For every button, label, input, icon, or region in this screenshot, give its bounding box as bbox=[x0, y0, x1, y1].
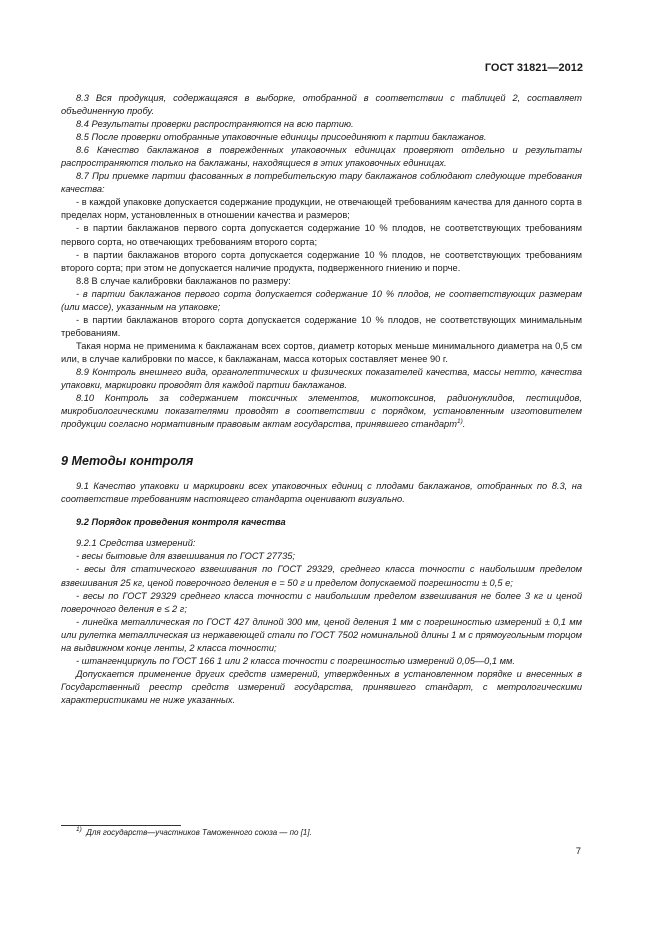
list-item: - в партии баклажанов первого сорта допускается содержание 10 % плодов, не соответствующих требованиям первого сорта, но отвечающих требованиям второго сорта; bbox=[61, 223, 582, 247]
list-item: - весы бытовые для взвешивания по ГОСТ 27735; bbox=[76, 551, 296, 562]
paragraph-9-1: 9.1 Качество упаковки и маркировки всех упаковочных единиц с плодами баклажанов, отобранных по 8.3, на соответствие требованиям настоящего стандарта оценивают визуально. bbox=[61, 481, 582, 505]
paragraph-9-2-1: 9.2.1 Средства измерений: bbox=[76, 538, 196, 549]
paragraph-8-8: 8.8 В случае калибровки баклажанов по размеру: bbox=[76, 275, 291, 286]
footnote bbox=[76, 828, 312, 837]
paragraph-8-10: 8.10 Контроль за содержанием токсичных элементов, микотоксинов, радионуклидов, пестицидов, микробиологическими показателями проводят в соответствии с порядком, установленным изготовителем продукции согласно нормативным правовым актам государства, принявшего стандарт$^{1)}$. bbox=[61, 393, 582, 430]
section-9-2-title: 9.2 Порядок проведения контроля качества bbox=[76, 517, 286, 528]
footnote-marker: 1) bbox=[76, 826, 82, 833]
paragraph-8-3: 8.3 Вся продукция, содержащаяся в выборке, отобранной в соответствии с таблицей 2, составляет объединенную пробу. bbox=[61, 93, 582, 117]
paragraph-8-7: 8.7 При приемке партии фасованных в потребительскую тару баклажанов соблюдают следующие требования качества: bbox=[61, 171, 582, 195]
list-item: - в партии баклажанов второго сорта допускается содержание 10 % плодов, не соответствующих минимальным требованиям. bbox=[61, 314, 582, 338]
paragraph-8-6: 8.6 Качество баклажанов в поврежденных упаковочных единицах проверяют отдельно и результаты распространяются только на баклажаны, находящиеся в этих упаковочных единицах. bbox=[61, 145, 582, 169]
section-9-title: 9 Методы контроля bbox=[61, 454, 194, 469]
page-number: 7 bbox=[575, 846, 581, 857]
list-item: - весы по ГОСТ 29329 среднего класса точности с наибольшим пределом взвешивания не более 3 кг и ценой поверочного деления е ≤ 2 г; bbox=[61, 590, 582, 614]
paragraph-8-9: 8.9 Контроль внешнего вида, органолептических и физических показателей качества, массы нетто, качества упаковки, маркировки проводят для каждой партии баклажанов. bbox=[61, 366, 582, 391]
list-item: - весы для статического взвешивания по ГОСТ 29329, среднего класса точности с наибольшим пределом взвешивания 25 кг, ценой поверочного деления е = 50 г и пределом допускаемой погрешности ± 0,5 е; bbox=[61, 564, 582, 588]
paragraph-allowed: Допускается применение других средств измерений, утвержденных в установленном порядке и внесенных в Государственный реестр средств измерений государства, принявшего стандарт, с метрологическими характеристиками не ниже указанных. bbox=[61, 668, 582, 705]
footnote-text: Для государств—участников Таможенного союза — по [1]. bbox=[86, 828, 312, 837]
footnote-marker: 1) bbox=[456, 418, 463, 426]
list-item: - в партии баклажанов второго сорта допускается содержание 10 % плодов, не соответствующих требованиям второго сорта; при этом не допускается наличие продукта, подверженного гниению и порче. bbox=[61, 249, 582, 273]
list-item: - штангенциркуль по ГОСТ 166 1 или 2 класса точности с погрешностью измерений 0,05—0,1 мм. bbox=[76, 655, 516, 666]
list-item: - линейка металлическая по ГОСТ 427 длиной 300 мм, ценой деления 1 мм с погрешностью измерений ± 0,1 мм или рулетка металлическая из нержавеющей стали по ГОСТ 7502 номинальной длины 1 м с прямоугольным торцом на выдвижном конце ленты, 2 класса точности; bbox=[61, 616, 582, 653]
paragraph-8-10-text: 8.10 Контроль за содержанием токсичных элементов, микотоксинов, радионуклидов, пестицидов, микробиологическими показателями проводят в соответствии с порядком, установленным изготовителем продукции согласно нормативным правовым актам государства, принявшего стандарт bbox=[61, 393, 582, 430]
list-item: - в партии баклажанов первого сорта допускается содержание 10 % плодов, не соответствующих размерам (или массе), указанным на упаковке; bbox=[61, 288, 582, 312]
document-id: ГОСТ 31821—2012 bbox=[484, 62, 583, 74]
paragraph-8-4: 8.4 Результаты проверки распространяются на всю партию. bbox=[76, 119, 354, 130]
document-body bbox=[61, 92, 582, 707]
paragraph-8-5: 8.5 После проверки отобранные упаковочные единицы присоединяют к партии баклажанов. bbox=[76, 132, 487, 143]
list-item: - в каждой упаковке допускается содержание продукции, не отвечающей требованиям качества для данного сорта в пределах норм, установленных в отношении качества и размеров; bbox=[61, 197, 582, 221]
paragraph-norm: Такая норма не применима к баклажанам всех сортов, диаметр которых меньше минимального диаметра на 0,5 см или, в случае калибровки по массе, к баклажанам, масса которых составляет менее 90 г. bbox=[61, 340, 582, 364]
